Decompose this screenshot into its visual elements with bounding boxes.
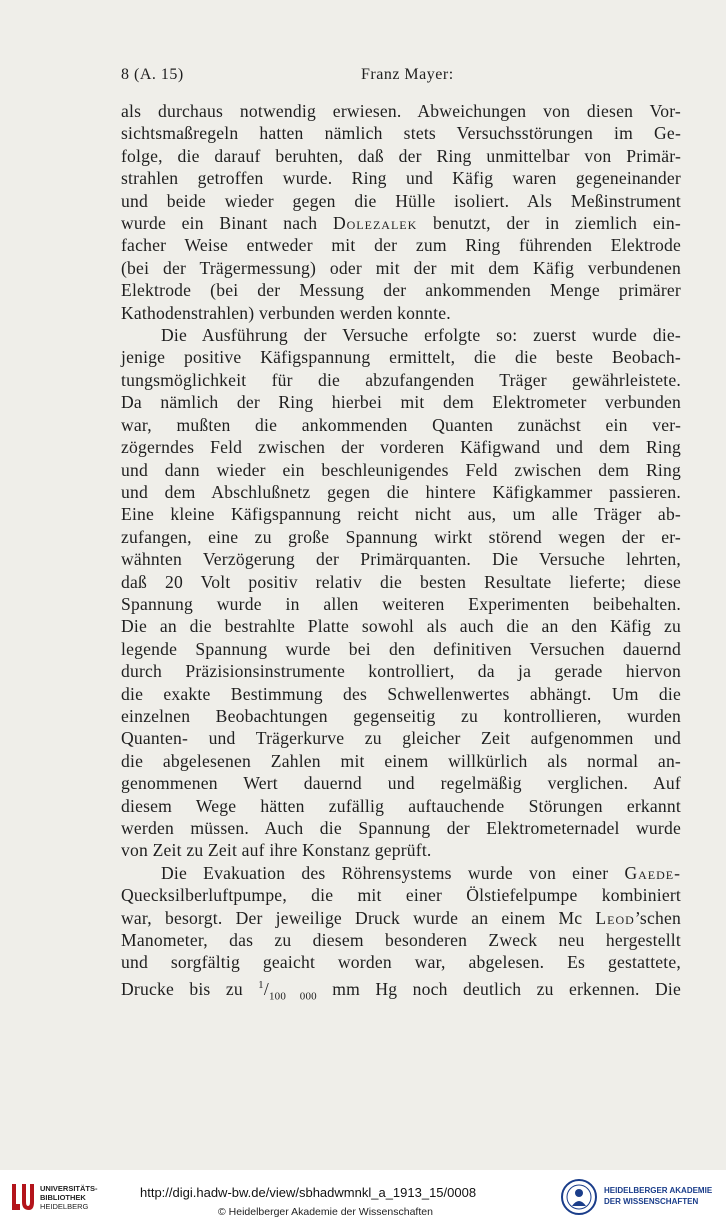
text-line: Manometer, das zu diesem besonderen Zweck neu hergestellt	[121, 930, 681, 951]
text-line: durch Präzisionsinstrumente kontrolliert, da ja gerade hiervon	[121, 661, 681, 682]
text-line	[121, 212, 681, 234]
text-segment: benutzt, der in ziemlich ein-	[417, 213, 681, 234]
text-line: jenige positive Käfigspannung ermittelt, die die beste Beobach-	[121, 347, 681, 368]
text-line: Drucke bis zu $^1/_{100 000}$ mm Hg noch deutlich zu erkennen. Die	[121, 978, 681, 1003]
text-line: sichtsmaßregeln hatten nämlich stets Versuchsstörungen im Ge-	[121, 123, 681, 144]
text-line: und dem Abschlußnetz gegen die hintere Käfigkammer passieren.	[121, 481, 681, 502]
text-line: Die Ausführung der Versuche erfolgte so: zuerst wurde die-	[161, 325, 681, 346]
text-line: Da nämlich der Ring hierbei mit dem Elektrometer verbunden	[121, 392, 681, 413]
academy-line-2: DER WISSENSCHAFTEN	[604, 1197, 699, 1206]
page-header	[121, 66, 681, 88]
text-line: facher Weise entweder mit der zum Ring führenden Elektrode	[121, 235, 681, 256]
library-line-3: HEIDELBERG	[40, 1202, 89, 1211]
text-line: zufangen, eine zu große Spannung wirkt störend wegen der er-	[121, 526, 681, 547]
text-line: die abgelesenen Zahlen mit einem willkürlich als normal an-	[121, 750, 681, 771]
text-line: daß 20 Volt positiv relativ die besten Resultate lieferte; diese	[121, 571, 681, 592]
text-segment: wurde ein Binant nach	[121, 213, 333, 234]
university-library-logo-icon	[8, 1180, 36, 1214]
text-line: folge, die darauf beruhten, daß der Ring unmittelbar von Primär-	[121, 145, 681, 166]
text-line	[121, 862, 681, 884]
text-line: legende Spannung wurde bei den definitiven Versuchen dauernd	[121, 638, 681, 659]
library-line-2: BIBLIOTHEK	[40, 1193, 86, 1202]
running-title: Franz Mayer:	[361, 66, 454, 83]
academy-name	[604, 1185, 712, 1207]
text-line: einzelnen Beobachtungen gegenseitig zu kontrollieren, wurden	[121, 705, 681, 726]
text-line: Elektrode (bei der Messung der ankommenden Menge primärer	[121, 280, 681, 301]
text-segment: mm Hg noch deutlich zu erkennen. Die	[316, 978, 681, 999]
fraction-denominator: 100 000	[268, 990, 317, 1003]
footer-bar	[0, 1170, 726, 1224]
text-line: Eine kleine Käfigspannung reicht nicht aus, um alle Träger ab-	[121, 504, 681, 525]
text-line: Die an die bestrahlte Platte sowohl als auch die an den Käfig zu	[121, 616, 681, 637]
text-line: und dann wieder ein beschleunigendes Feld zwischen dem Ring	[121, 459, 681, 480]
text-segment: ’schen	[634, 907, 681, 928]
text-line: die exakte Bestimmung des Schwellenwertes abhängt. Um die	[121, 683, 681, 704]
text-segment: Drucke bis zu	[121, 978, 259, 999]
text-line: wähnten Verzögerung der Primärquanten. Die Versuche lehrten,	[121, 549, 681, 570]
page-number: 8 (A. 15)	[121, 66, 184, 83]
university-library-name	[40, 1184, 98, 1211]
text-line: Quanten- und Trägerkurve zu gleicher Zeit aufgenommen und	[121, 728, 681, 749]
text-line	[121, 907, 681, 929]
body-text	[121, 100, 681, 1003]
text-line: strahlen getroffen wurde. Ring und Käfig waren gegeneinander	[121, 168, 681, 189]
text-line: zögerndes Feld zwischen der vorderen Käfigwand und dem Ring	[121, 437, 681, 458]
text-segment: Die Evakuation des Röhrensystems wurde von einer	[161, 862, 625, 883]
text-line: tungsmöglichkeit für die abzufangenden Träger gewährleistete.	[121, 369, 681, 390]
text-line: als durchaus notwendig erwiesen. Abweichungen von diesen Vor-	[121, 101, 681, 121]
text-line: genommenen Wert dauernd und regelmäßig verglichen. Auf	[121, 773, 681, 794]
text-line: diesem Wege hätten zufällig auftauchende Störungen erkannt	[121, 795, 681, 816]
text-line: werden müssen. Auch die Spannung der Elektrometernadel wurde	[121, 818, 681, 838]
text-line: (bei der Trägermessung) oder mit der mit dem Käfig verbundenen	[121, 257, 681, 278]
text-line: Quecksilberluftpumpe, die mit einer Ölstiefelpumpe kombiniert	[121, 885, 681, 906]
text-line: von Zeit zu Zeit auf ihre Konstanz geprüft.	[121, 840, 432, 861]
text-line: war, mußten die ankommenden Quanten zunächst ein ver-	[121, 414, 681, 435]
fraction-numerator: 1	[258, 978, 264, 991]
library-line-1: UNIVERSITÄTS-	[40, 1184, 98, 1193]
permalink-url[interactable]: http://digi.hadw-bw.de/view/sbhadwmnkl_a_1913_15/0008	[140, 1185, 477, 1200]
small-caps-name: Leod	[595, 907, 635, 928]
academy-line-1: HEIDELBERGER AKADEMIE	[604, 1186, 713, 1195]
small-caps-name: Gaede-	[624, 862, 681, 883]
academy-seal-icon	[560, 1178, 598, 1216]
text-line: Spannung wurde in allen weiteren Experimenten beibehalten.	[121, 593, 681, 614]
text-segment: war, besorgt. Der jeweilige Druck wurde an einem Mc	[121, 907, 596, 928]
text-line: Kathodenstrahlen) verbunden werden konnte.	[121, 302, 451, 323]
copyright-notice: © Heidelberger Akademie der Wissenschaften	[218, 1206, 433, 1218]
small-caps-name: Dolezalek	[332, 213, 418, 234]
text-line: und sorgfältig geaicht worden war, abgelesen. Es gestattete,	[121, 952, 681, 973]
text-line: und beide wieder gegen die Hülle isoliert. Als Meßinstrument	[121, 190, 681, 211]
